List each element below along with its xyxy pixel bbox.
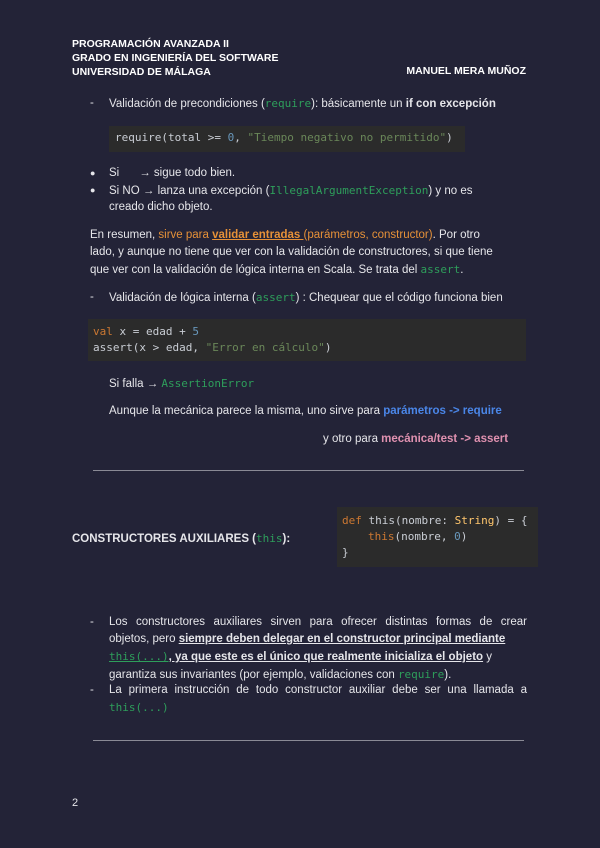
list-item: - La primera instrucción de todo constructor auxiliar debe ser una llamada a this(...) (90, 684, 527, 714)
dash-marker: - (90, 616, 94, 628)
list-item-continuation: creado dicho objeto. (109, 201, 213, 213)
list-item: - Los constructores auxiliares sirven para ofrecer distintas formas de crear objetos, pero siempre deben delegar en el constructor principal mediante this(...), ya que este es el único que realmente inicializa el objeto y garantiza sus invariantes (por ejemplo, validaciones con require). (90, 616, 527, 681)
require-summary: parámetros -> require (383, 405, 502, 417)
assert-keyword: assert (420, 263, 461, 276)
header-degree: GRADO EN INGENIERÍA DEL SOFTWARE (72, 52, 279, 64)
require-code-block: require(total >= 0, "Tiempo negativo no permitido") (109, 126, 465, 152)
dash-marker: - (90, 97, 94, 109)
section-title: CONSTRUCTORES AUXILIARES (this): (72, 532, 291, 545)
require-keyword: require (264, 97, 312, 110)
divider (93, 740, 524, 741)
arrow-icon: → (139, 167, 151, 179)
mechanics-line-2: y otro para mecánica/test -> assert (323, 433, 509, 445)
assert-fail-line: Si falla → AssertionError (109, 377, 255, 390)
assertion-error: AssertionError (161, 377, 255, 390)
exception-name: IllegalArgumentException (269, 184, 429, 197)
header-university: UNIVERSIDAD DE MÁLAGA (72, 66, 211, 78)
assert-intro: - Validación de lógica interna (assert) : Chequear que el código funciona bien (90, 291, 503, 304)
mechanics-line-1: Aunque la mecánica parece la misma, uno sirve para parámetros -> require (109, 405, 502, 417)
constructor-code-block: def this(nombre: String) = { this(nombre, 0) } (337, 507, 538, 567)
header-author: MANUEL MERA MUÑOZ (406, 65, 526, 77)
list-item: ● Si → sigue todo bien. (90, 167, 236, 179)
arrow-icon: → (142, 185, 155, 197)
arrow-icon: → (146, 378, 162, 390)
summary-paragraph: En resumen, sirve para validar entradas (parámetros, constructor). Por otro lado, y aunque no tiene que ver con la validación de constructores, si que tiene que ver con la validación de lógica interna en Scala. Se trata del assert. (90, 229, 493, 276)
assert-code-block: val x = edad + 5 assert(x > edad, "Error en cálculo") (88, 319, 526, 361)
highlight-validar: validar entradas (212, 229, 304, 241)
dash-marker: - (90, 291, 94, 303)
document-header (72, 37, 279, 79)
dash-marker: - (90, 684, 94, 696)
header-course: PROGRAMACIÓN AVANZADA II (72, 38, 229, 50)
precondition-intro: - Validación de precondiciones (require): básicamente un if con excepción (90, 97, 496, 110)
divider (93, 470, 524, 471)
assert-summary: mecánica/test -> assert (381, 433, 509, 445)
list-item: ● Si NO → lanza una excepción (IllegalArgumentException) y no es (90, 184, 473, 197)
page-number: 2 (72, 797, 79, 809)
